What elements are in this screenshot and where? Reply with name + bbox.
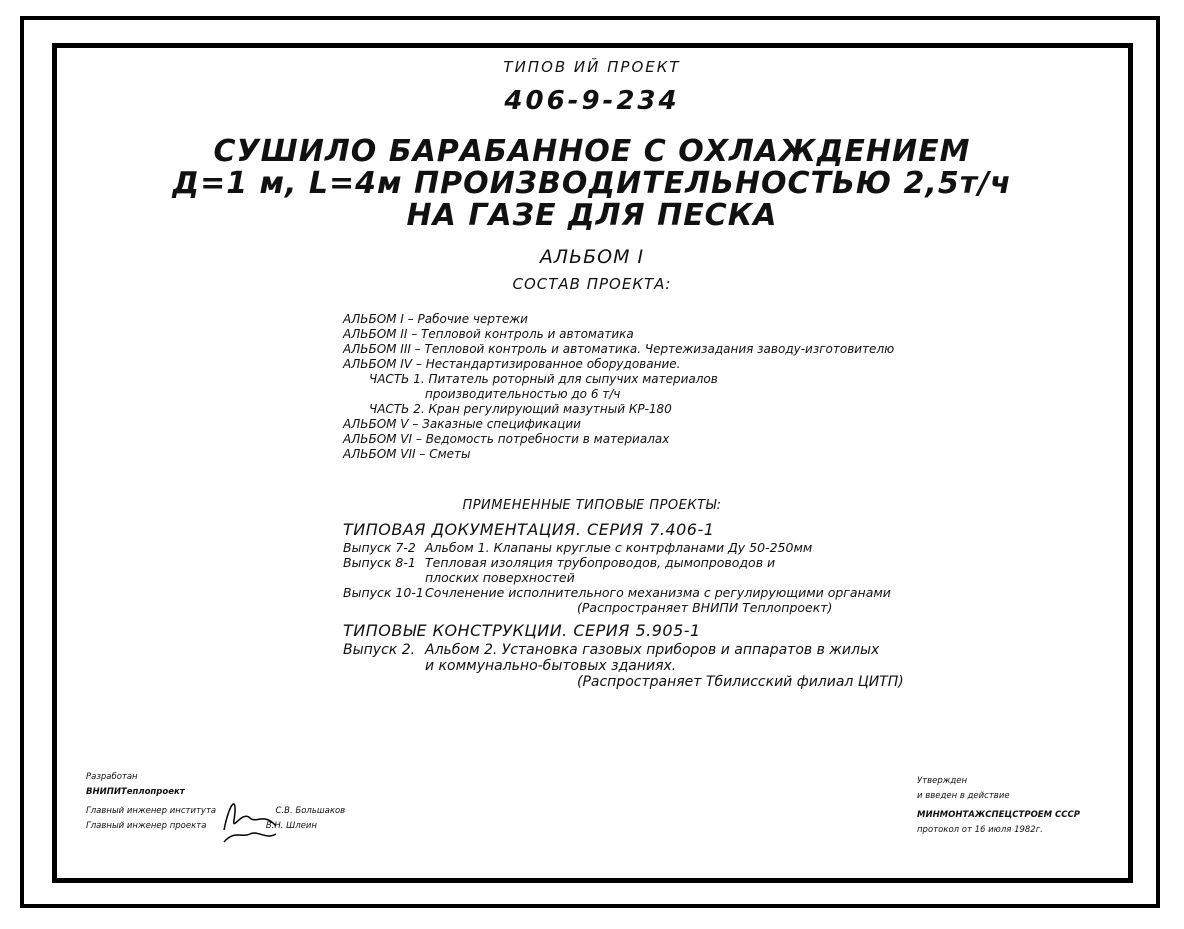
developer-org: ВНИПИТеплопроект: [86, 787, 185, 797]
issue-text: Альбом 2. Установка газовых приборов и аппаратов в жилых: [425, 642, 880, 658]
issue-key: Выпуск 7-2: [343, 540, 416, 555]
list-item: АЛЬБОМ IV – Нестандартизированное оборудование.: [343, 357, 681, 371]
distributor-note: (Распространяет Тбилисский филиал ЦИТП): [577, 674, 904, 690]
list-item: [343, 642, 904, 658]
contents-heading: СОСТАВ ПРОЕКТА:: [512, 275, 672, 293]
list-item: [343, 570, 891, 585]
developer-label: Разработан: [86, 772, 138, 782]
list-item: ЧАСТЬ 2. Кран регулирующий мазутный КР-180: [369, 402, 672, 416]
chief-engineer-label: Главный инженер института: [86, 806, 217, 816]
issue-key: Выпуск 2.: [343, 642, 416, 658]
issue-text-continued: и коммунально-бытовых зданиях.: [425, 658, 677, 674]
approval-block: [917, 774, 1080, 838]
list-item: [343, 540, 891, 555]
issue-text: Альбом 1. Клапаны круглые с контрфланами Ду 50-250мм: [425, 540, 813, 555]
approval-protocol: протокол от 16 июля 1982г.: [917, 825, 1043, 835]
project-type-label: ТИПОВ ИЙ ПРОЕКТ: [503, 58, 681, 76]
document-title: [0, 136, 1184, 232]
chief-engineer-name: С.В. Большаков: [275, 806, 346, 816]
issue-text: плоских поверхностей: [425, 570, 575, 585]
typical-constructions-section: [343, 620, 904, 690]
approval-line-1: Утвержден: [917, 776, 968, 786]
section-heading: ТИПОВЫЕ КОНСТРУКЦИИ. СЕРИЯ 5.905-1: [343, 621, 701, 640]
issue-key: [343, 570, 425, 585]
section-heading: ТИПОВАЯ ДОКУМЕНТАЦИЯ. СЕРИЯ 7.406-1: [343, 520, 715, 539]
title-line-3: НА ГАЗЕ ДЛЯ ПЕСКА: [406, 198, 778, 233]
list-item: производительностью до 6 т/ч: [425, 387, 621, 401]
album-label: АЛЬБОМ I: [539, 246, 645, 268]
contents-list: [343, 312, 894, 462]
typical-documentation-section: [343, 520, 891, 615]
title-line-1: СУШИЛО БАРАБАННОЕ С ОХЛАЖДЕНИЕМ: [213, 134, 971, 169]
issue-text: Сочленение исполнительного механизма с регулирующими органами: [425, 585, 891, 600]
distributor-note: (Распространяет ВНИПИ Теплопроект): [577, 600, 833, 615]
approval-org: МИНМОНТАЖСПЕЦСТРОЕМ СССР: [917, 810, 1080, 820]
issue-key: Выпуск 10-1: [343, 585, 424, 600]
developer-block: [86, 770, 345, 834]
issue-text: Тепловая изоляция трубопроводов, дымопроводов и: [425, 555, 776, 570]
list-item: АЛЬБОМ I – Рабочие чертежи: [343, 312, 528, 326]
list-item: [343, 555, 891, 570]
approval-line-2: и введен в действие: [917, 791, 1010, 801]
project-code: 406-9-234: [504, 86, 680, 116]
issue-key: Выпуск 8-1: [343, 555, 416, 570]
title-line-2: Д=1 м, L=4м ПРОИЗВОДИТЕЛЬНОСТЬЮ 2,5т/ч: [172, 166, 1012, 201]
signature-image: [220, 790, 280, 848]
list-item: АЛЬБОМ II – Тепловой контроль и автоматика: [343, 327, 634, 341]
list-item: АЛЬБОМ VII – Сметы: [343, 447, 471, 461]
project-engineer-label: Главный инженер проекта: [86, 821, 207, 831]
list-item: ЧАСТЬ 1. Питатель роторный для сыпучих материалов: [369, 372, 718, 386]
applied-projects-heading: ПРИМЕНЕННЫЕ ТИПОВЫЕ ПРОЕКТЫ:: [462, 498, 722, 513]
list-item: АЛЬБОМ III – Тепловой контроль и автоматика. Чертежизадания заводу-изготовителю: [343, 342, 895, 356]
list-item: [343, 585, 891, 600]
list-item: АЛЬБОМ V – Заказные спецификации: [343, 417, 581, 431]
list-item: АЛЬБОМ VI – Ведомость потребности в материалах: [343, 432, 670, 446]
project-engineer-name: В.Н. Шлеин: [265, 821, 317, 831]
